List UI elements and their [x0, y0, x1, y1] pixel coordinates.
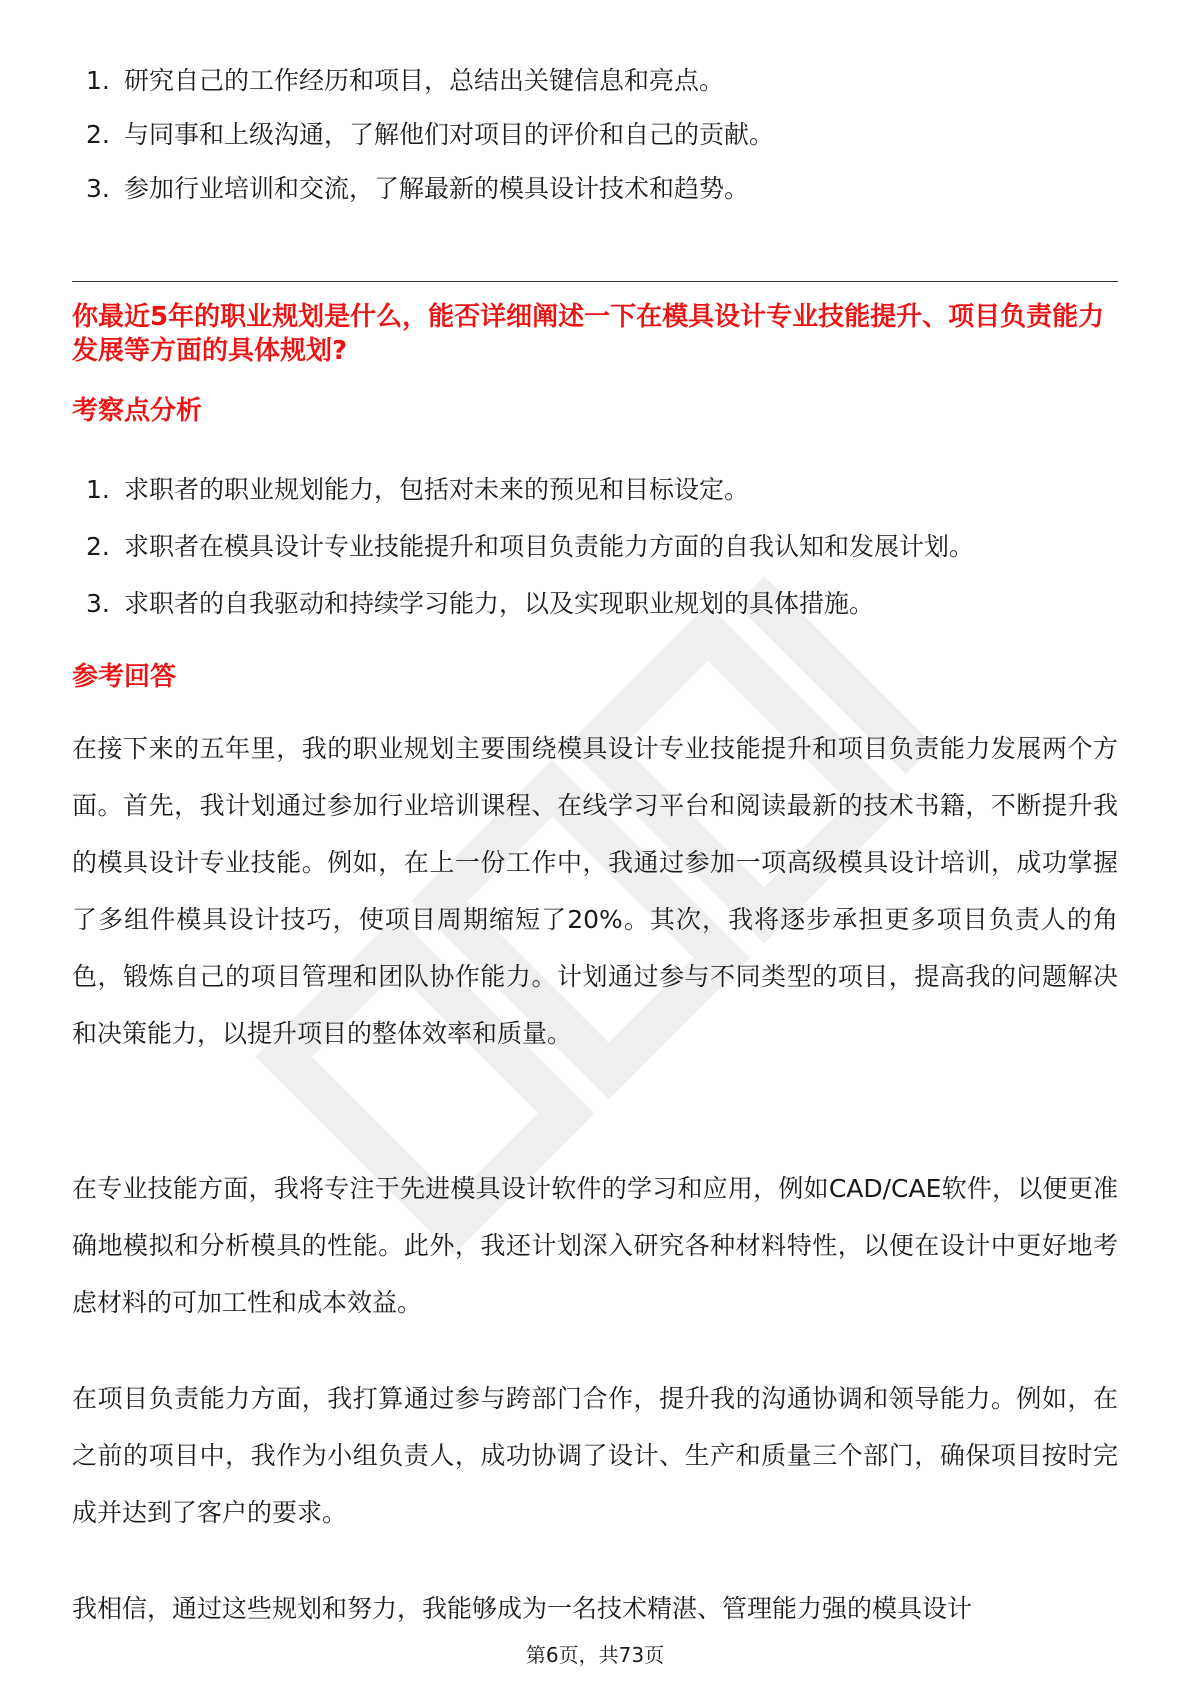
top-list	[72, 64, 774, 226]
list-item	[72, 118, 774, 152]
answer-paragraph: 在接下来的五年里，我的职业规划主要围绕模具设计专业技能提升和项目负责能力发展两个方面。首先，我计划通过参加行业培训课程、在线学习平台和阅读最新的技术书籍，不断提升我的模具设计专业技能。例如，在上一份工作中，我通过参加一项高级模具设计培训，成功掌握了多组件模具设计技巧，使项目周期缩短了20%。其次，我将逐步承担更多项目负责人的角色，锻炼自己的项目管理和团队协作能力。计划通过参与不同类型的项目，提高我的问题解决和决策能力，以提升项目的整体效率和质量。	[72, 734, 1118, 1048]
answer-paragraph: 在专业技能方面，我将专注于先进模具设计软件的学习和应用，例如CAD/CAE软件，以便更准确地模拟和分析模具的性能。此外，我还计划深入研究各种材料特性，以便在设计中更好地考虑材料的可加工性和成本效益。	[72, 1174, 1118, 1317]
list-text: 求职者的职业规划能力，包括对未来的预见和目标设定。	[124, 475, 750, 504]
list-number: 3.	[86, 589, 110, 618]
answer-paragraph: 我相信，通过这些规划和努力，我能够成为一名技术精湛、管理能力强的模具设计	[72, 1594, 973, 1623]
question-heading: 你最近5年的职业规划是什么，能否详细阐述一下在模具设计专业技能提升、项目负责能力发展等方面的具体规划?	[72, 302, 1105, 366]
list-item	[72, 172, 774, 206]
list-text: 与同事和上级沟通，了解他们对项目的评价和自己的贡献。	[124, 120, 775, 149]
list-item	[72, 473, 974, 507]
list-text: 求职者的自我驱动和持续学习能力，以及实现职业规划的具体措施。	[124, 589, 875, 618]
list-number: 2.	[86, 532, 110, 561]
answer-paragraph: 在项目负责能力方面，我打算通过参与跨部门合作，提升我的沟通协调和领导能力。例如，在之前的项目中，我作为小组负责人，成功协调了设计、生产和质量三个部门，确保项目按时完成并达到了客户的要求。	[72, 1384, 1118, 1527]
answer-title: 参考回答	[72, 662, 177, 692]
list-text: 研究自己的工作经历和项目，总结出关键信息和亮点。	[124, 66, 725, 95]
analysis-title: 考察点分析	[72, 396, 203, 426]
list-item	[72, 64, 774, 98]
list-number: 3.	[86, 174, 110, 203]
list-text: 参加行业培训和交流，了解最新的模具设计技术和趋势。	[124, 174, 750, 203]
list-item	[72, 530, 974, 564]
divider	[72, 281, 1118, 282]
list-text: 求职者在模具设计专业技能提升和项目负责能力方面的自我认知和发展计划。	[124, 532, 975, 561]
list-item	[72, 587, 974, 621]
list-number: 1.	[86, 66, 110, 95]
list-number: 1.	[86, 475, 110, 504]
analysis-list	[72, 473, 974, 644]
page-footer: 第6页，共73页	[525, 1643, 665, 1667]
list-number: 2.	[86, 120, 110, 149]
